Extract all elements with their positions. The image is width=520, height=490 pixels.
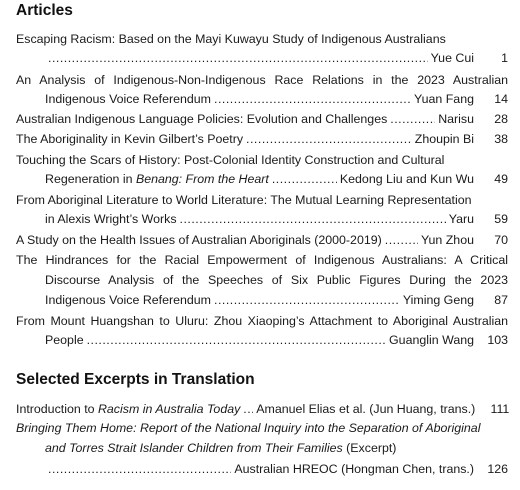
toc-entry-title: Touching the Scars of History: Post-Colonial Identity Construction and Cultural bbox=[16, 153, 445, 167]
dot-leader bbox=[180, 210, 446, 228]
toc-entry-title: Introduction to bbox=[16, 402, 98, 416]
toc-entry-title: Escaping Racism: Based on the Mayi Kuwayu Study of Indigenous Australians bbox=[16, 32, 446, 46]
toc-entry-leader-line[interactable] bbox=[16, 400, 508, 418]
toc-author: Yaru bbox=[448, 212, 474, 226]
toc-italic-title: Bringing Them Home: Report of the National Inquiry into the Separation of Aboriginal bbox=[16, 421, 481, 435]
section-heading-excerpts: Selected Excerpts in Translation bbox=[16, 371, 255, 388]
dot-leader bbox=[272, 170, 337, 188]
toc-entry-leader-line[interactable] bbox=[45, 210, 508, 228]
toc-entry-leader-line[interactable] bbox=[45, 460, 508, 478]
dot-leader bbox=[87, 331, 386, 349]
toc-title-continuation: People bbox=[45, 333, 84, 347]
toc-page-number: 70 bbox=[494, 233, 508, 247]
toc-entry-title: The Hindrances for the Racial Empowerment of Indigenous Australians: A Critical bbox=[16, 253, 508, 267]
toc-entry-leader-line[interactable] bbox=[45, 49, 508, 67]
toc-title-continuation: Indigenous Voice Referendum bbox=[45, 293, 212, 307]
toc-title-continuation: Regeneration in bbox=[45, 172, 136, 186]
toc-entry-title: A Study on the Health Issues of Australian Aboriginals (2000-2019) bbox=[16, 233, 382, 247]
toc-author: Narisu bbox=[438, 112, 474, 126]
dot-leader bbox=[243, 400, 253, 418]
toc-author: Amanuel Elias et al. (Jun Huang, trans.) bbox=[256, 402, 476, 416]
toc-entry-leader-line[interactable] bbox=[45, 170, 508, 188]
toc-page-number: 1 bbox=[501, 51, 508, 65]
toc-title-continuation: in Alexis Wright’s Works bbox=[45, 212, 177, 226]
toc-page-number: 59 bbox=[494, 212, 508, 226]
toc-author: Zhoupin Bi bbox=[414, 132, 474, 146]
dot-leader bbox=[214, 90, 411, 108]
toc-page-number: 103 bbox=[487, 333, 508, 347]
toc-entry-leader-line[interactable] bbox=[16, 130, 508, 148]
toc-author: Yuan Fang bbox=[414, 92, 474, 106]
toc-entry-title: From Mount Huangshan to Uluru: Zhou Xiaoping’s Attachment to Aboriginal Australian bbox=[16, 314, 508, 328]
toc-italic-title: Racism in Australia Today bbox=[97, 402, 241, 416]
dot-leader bbox=[48, 49, 428, 67]
dot-leader bbox=[48, 460, 231, 478]
toc-entry-title: An Analysis of Indigenous-Non-Indigenous Race Relations in the 2023 Australian bbox=[16, 73, 508, 87]
toc-author: Yun Zhou bbox=[420, 233, 474, 247]
dot-leader bbox=[246, 130, 412, 148]
toc-page-number: 87 bbox=[494, 293, 508, 307]
toc-italic-title: Benang: From the Heart bbox=[135, 172, 269, 186]
toc-page-number: 126 bbox=[487, 462, 508, 476]
toc-entry-leader-line[interactable] bbox=[45, 90, 508, 108]
toc-author: Kedong Liu and Kun Wu bbox=[339, 172, 474, 186]
toc-entry-leader-line[interactable] bbox=[16, 110, 508, 128]
toc-author: Yiming Geng bbox=[402, 293, 474, 307]
toc-title-continuation bbox=[45, 439, 508, 457]
dot-leader bbox=[385, 231, 418, 249]
toc-page-number: 28 bbox=[494, 112, 508, 126]
toc-page-number: 49 bbox=[494, 172, 508, 186]
section-heading-articles: Articles bbox=[16, 2, 73, 19]
toc-author: Guanglin Wang bbox=[389, 333, 474, 347]
toc-title-continuation: Discourse Analysis of the Speeches of Six Public Figures During the 2023 bbox=[45, 273, 508, 287]
toc-entry-title bbox=[16, 419, 508, 437]
toc-page-number: 111 bbox=[490, 402, 510, 416]
toc-entry-leader-line[interactable] bbox=[16, 231, 508, 249]
dot-leader bbox=[214, 291, 400, 309]
toc-entry-title: From Aboriginal Literature to World Literature: The Mutual Learning Representation bbox=[16, 193, 472, 207]
toc-entry-leader-line[interactable] bbox=[45, 291, 508, 309]
toc-title-continuation: Indigenous Voice Referendum bbox=[45, 92, 212, 106]
toc-page-number: 38 bbox=[494, 132, 508, 146]
toc-page-number: 14 bbox=[494, 92, 508, 106]
toc-title-suffix: (Excerpt) bbox=[342, 441, 397, 455]
toc-author: Australian HREOC (Hongman Chen, trans.) bbox=[234, 462, 474, 476]
toc-entry-title: Australian Indigenous Language Policies: Evolution and Challenges bbox=[16, 112, 388, 126]
toc-italic-title: and Torres Strait Islander Children from Their Families bbox=[45, 441, 343, 455]
toc-author: Yue Cui bbox=[430, 51, 474, 65]
toc-entry-leader-line[interactable] bbox=[45, 331, 508, 349]
toc-entry-title: The Aboriginality in Kevin Gilbert’s Poetry bbox=[16, 132, 244, 146]
dot-leader bbox=[390, 110, 435, 128]
